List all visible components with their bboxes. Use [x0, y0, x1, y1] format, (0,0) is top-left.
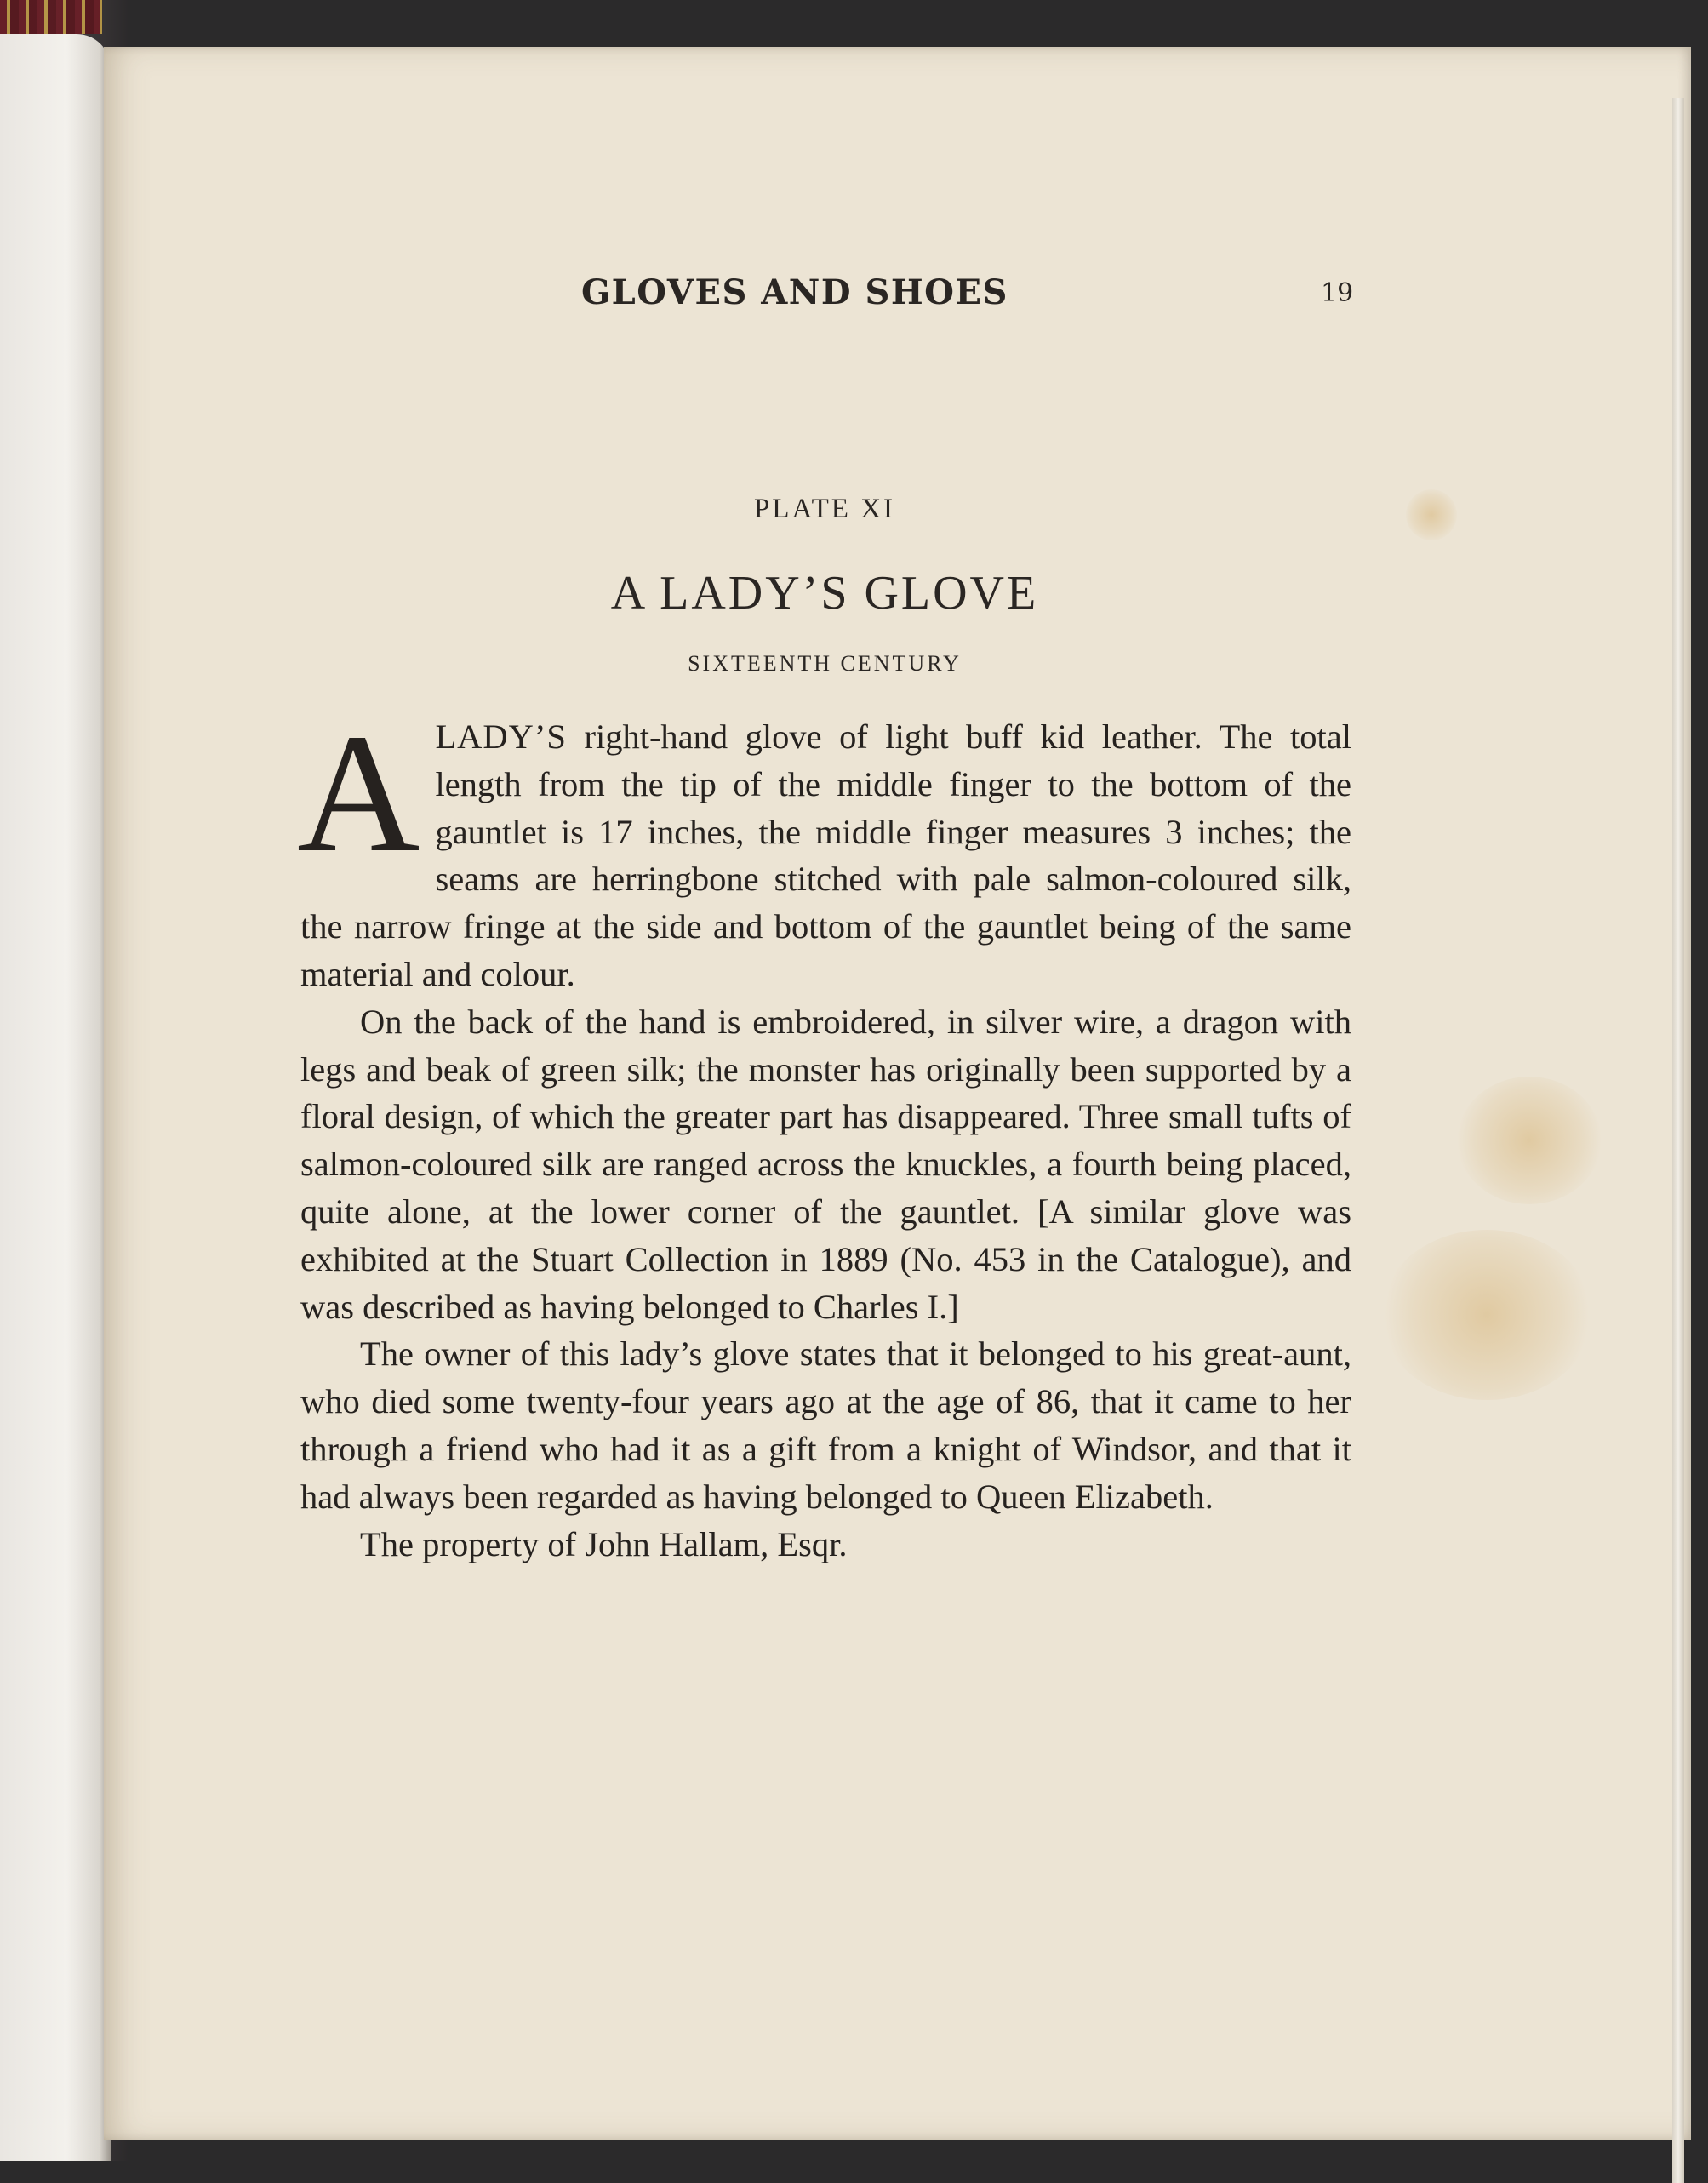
previous-page-edge [0, 34, 111, 2161]
foxing-stain [1380, 1230, 1593, 1400]
running-head-title: GLOVES AND SHOES [581, 272, 1008, 312]
plate-title: A LADY’S GLOVE [610, 567, 1039, 620]
book-headband [0, 0, 102, 34]
paragraph-3: The owner of this lady’s glove states that it belonged to his great-aunt, who died some twenty-four years ago at the age of 86, that it came to her through a friend who had it as a gift from a knight of Windsor, and that it had always been regarded as having belonged to Queen Elizabeth. [300, 1334, 1351, 1516]
article-body [297, 700, 1351, 1568]
drop-cap: A [297, 700, 420, 888]
paragraph-lead-word: LADY’S [435, 717, 567, 756]
paragraph-2: On the back of the hand is embroidered, in silver wire, a dragon with legs and beak of green silk; the monster has originally been supported by a floral design, of which the greater part has disappeared. Three small tufts of salmon-coloured silk are ranged across the knuckles, a fourth being placed, quite alone, at the lower corner of the gauntlet. [A similar glove was exhibited at the Stuart Collection in 1889 (No. 453 in the Catalogue), and was described as having belonged to Charles I.] [300, 1002, 1351, 1326]
paragraph-1 [297, 700, 1351, 998]
paragraph-4: The property of John Hallam, Esqr. [360, 1524, 848, 1563]
paragraph-1-text: right-hand glove of light buff kid leather. The total length from the tip of the middle finger to the bottom of the gauntlet is 17 inches, the middle finger measures 3 inches; the seams are herringbone stitched with pale salmon-coloured silk, the narrow fringe at the side and bottom of the gauntlet being of the same material and colour. [300, 717, 1351, 993]
plate-label: PLATE XI [753, 494, 896, 524]
foxing-stain [1457, 1077, 1602, 1204]
page-number: 19 [1321, 278, 1354, 308]
plate-subtitle: SIXTEENTH CENTURY [688, 651, 962, 676]
page-fore-edge [1672, 98, 1684, 2183]
